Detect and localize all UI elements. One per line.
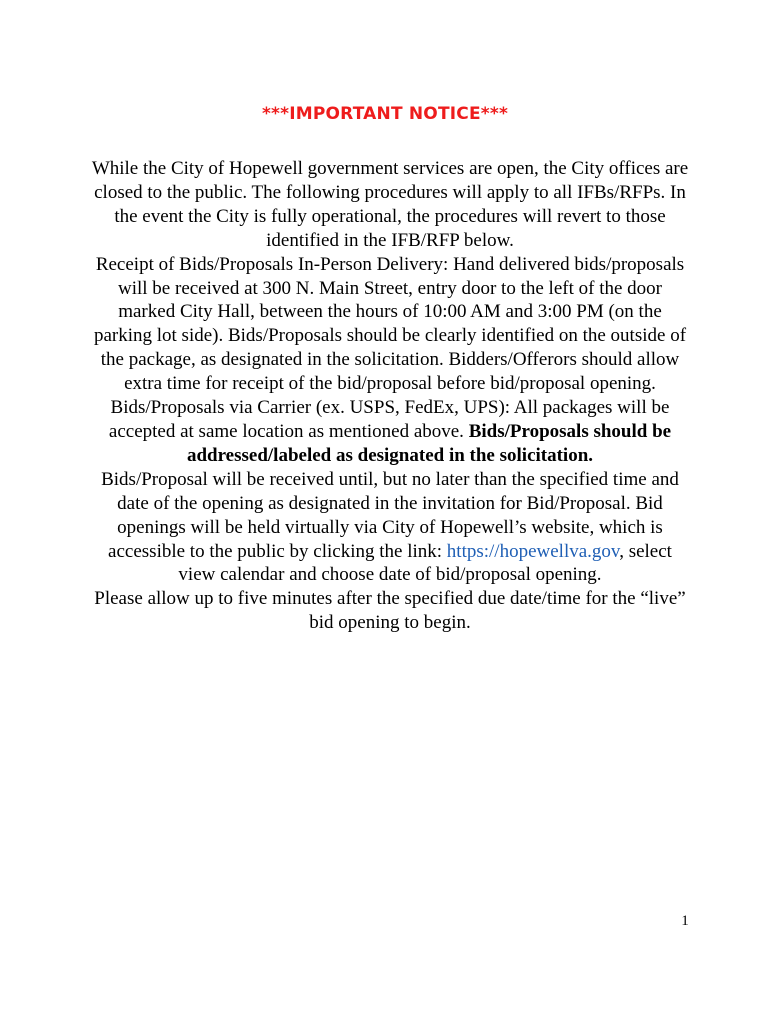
- delivery-paragraph: [90, 253, 690, 468]
- closing-paragraph: Please allow up to five minutes after the specified due date/time for the “live” bid opening to begin.: [94, 588, 686, 634]
- opening-text-after-link: , select view calendar and choose date of bid/proposal opening.: [178, 540, 672, 586]
- page-number: 1: [681, 913, 689, 929]
- opening-text: Bids/Proposal will be received until, but no later than the specified time and date of the opening as designated in the invitation for Bid/Proposal. Bid openings will be held virtually via City of Hopewell’s website, which is accessible to the public by clicking the link:: [101, 468, 679, 562]
- hopewell-website-link[interactable]: https://hopewellva.gov: [446, 540, 620, 562]
- intro-paragraph: While the City of Hopewell government services are open, the City offices are closed to the public. The following procedures will apply to all IFBs/RFPs. In the event the City is fully operational, the procedures will revert to those identified in the IFB/RFP below.: [91, 158, 689, 251]
- delivery-text: Receipt of Bids/Proposals In-Person Delivery: Hand delivered bids/proposals will be received at 300 N. Main Street, entry door to the left of the door marked City Hall, between the hours of 10:00 AM and 3:00 PM (on the parking lot side). Bids/Proposals should be clearly identified on the outside of the package, as designated in the solicitation. Bidders/Offerors should allow extra time for receipt of the bid/proposal before bid/proposal opening. Bids/Proposals via Carrier (ex. USPS, FedEx, UPS): All packages will be accepted at same location as mentioned above.: [93, 253, 687, 442]
- notice-title: ***IMPORTANT NOTICE***: [261, 104, 509, 124]
- notice-body: [90, 157, 690, 635]
- opening-paragraph: [90, 468, 690, 588]
- delivery-bold-text: Bids/Proposals should be addressed/labeled as designated in the solicitation.: [186, 420, 672, 466]
